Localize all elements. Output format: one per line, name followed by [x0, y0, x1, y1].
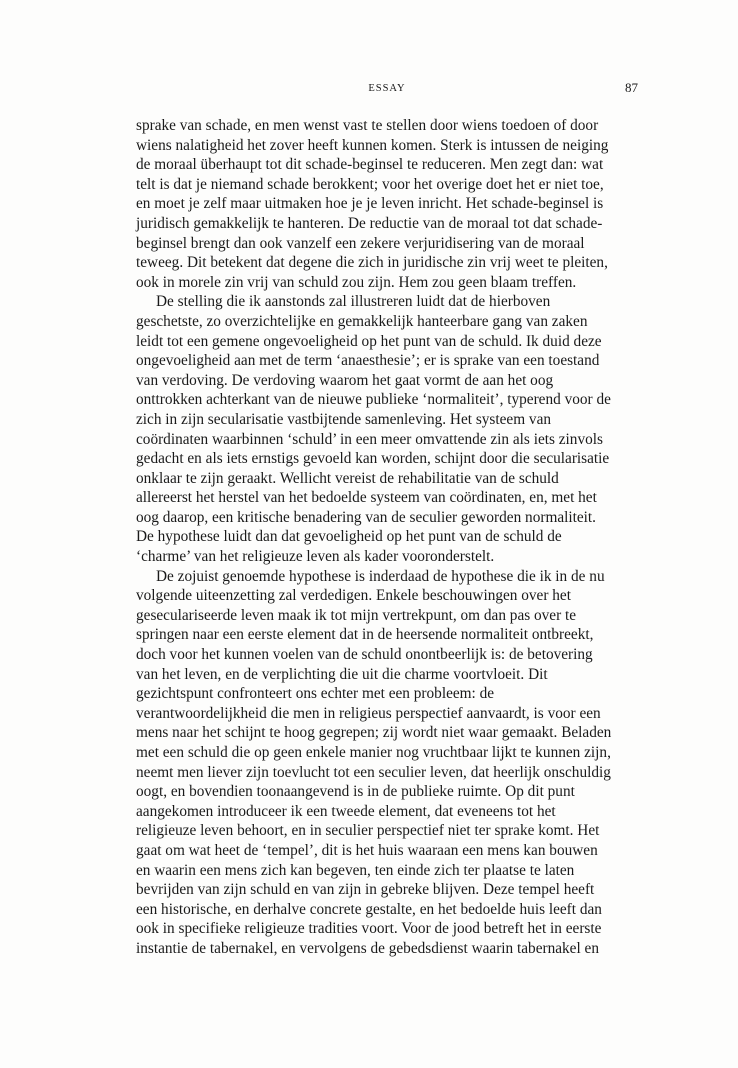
text-line: ook in specifieke religieuze tradities voort. Voor de jood betreft het in eerste	[136, 920, 602, 938]
text-line: gedacht en als iets ernstigs gevoeld kan worden, schijnt door die secularisatie	[136, 450, 610, 468]
text-line: en waarin een mens zich kan begeven, ten einde zich ter plaatse te laten	[136, 861, 575, 879]
text-line: springen naar een eerste element dat in de heersende normaliteit ontbreekt,	[136, 626, 594, 644]
text-line: ‘charme’ van het religieuze leven als kader vooronderstelt.	[136, 548, 495, 566]
text-line: coördinaten waarbinnen ‘schuld’ in een meer omvattende zin als iets zinvols	[136, 430, 603, 448]
text-line: teweeg. Dit betekent dat degene die zich in juridische zin vrij weet te pleiten,	[136, 254, 608, 272]
paragraph-first-line: De zojuist genoemde hypothese is inderdaad de hypothese die ik in de nu	[156, 567, 605, 585]
text-line: religieuze leven behoort, en in seculier perspectief niet ter sprake komt. Het	[136, 822, 600, 840]
text-line: oog daarop, een kritische benadering van de seculier geworden normaliteit.	[136, 508, 597, 526]
text-line: van verdoving. De verdoving waarom het gaat vormt de aan het oog	[136, 371, 554, 389]
text-line: bevrijden van zijn schuld en van zijn in gebreke blijven. Deze tempel heeft	[136, 881, 595, 899]
text-line: gezichtspunt confronteert ons echter met een probleem: de	[136, 685, 495, 703]
text-line: ongevoeligheid aan met de term ‘anaesthesie’; er is sprake van een toestand	[136, 352, 600, 370]
text-line: verantwoordelijkheid die men in religieus perspectief aanvaardt, is voor een	[136, 704, 601, 722]
text-line: leidt tot een gemene ongevoeligheid op het punt van de schuld. Ik duid deze	[136, 332, 602, 350]
text-line: telt is dat je niemand schade berokkent; voor het overige doet het er niet toe,	[136, 175, 604, 193]
text-line: juridisch gemakkelijk te hanteren. De reductie van de moraal tot dat schade-	[136, 214, 603, 232]
text-line: beginsel brengt dan ook vanzelf een zekere verjuridisering van de moraal	[136, 234, 585, 252]
text-line: van het leven, en de verplichting die uit die charme voortvloeit. Dit	[136, 665, 548, 683]
body-text	[136, 116, 638, 959]
text-line: wiens nalatigheid het zover heeft kunnen komen. Sterk is intussen de neiging	[136, 136, 609, 154]
text-line: allereerst het herstel van het bedoelde systeem van coördinaten, en, met het	[136, 489, 597, 507]
text-line: zich in zijn secularisatie vastbijtende samenleving. Het systeem van	[136, 410, 552, 428]
text-line: volgende uiteenzetting zal verdedigen. Enkele beschouwingen over het	[136, 587, 571, 605]
text-line: mens naar het schijnt te hoog gegrepen; zij wordt niet waar gemaakt. Beladen	[136, 724, 612, 742]
text-line: oogt, en bovendien toonaangevend is in de publieke ruimte. Op dit punt	[136, 783, 575, 801]
text-line: aangekomen introduceer ik een tweede element, dat eveneens tot het	[136, 802, 556, 820]
text-line: gaat om wat heet de ‘tempel’, dit is het huis waaraan een mens kan bouwen	[136, 841, 598, 859]
text-line: doch voor het kunnen voelen van de schuld onontbeerlijk is: de betovering	[136, 646, 593, 664]
text-line: en moet je zelf maar uitmaken hoe je je leven inricht. Het schade-beginsel is	[136, 195, 604, 213]
text-line: De hypothese luidt dan dat gevoeligheid op het punt van de schuld de	[136, 528, 562, 546]
paragraph-first-line: De stelling die ik aanstonds zal illustreren luidt dat de hierboven	[156, 293, 551, 311]
text-line: onttrokken achterkant van de nieuwe publieke ‘normaliteit’, typerend voor de	[136, 391, 611, 409]
running-title: ESSAY	[368, 83, 406, 94]
text-line: geschetste, zo overzichtelijke en gemakkelijk hanteerbare gang van zaken	[136, 312, 588, 330]
text-line: geseculariseerde leven maak ik tot mijn vertrekpunt, om dan pas over te	[136, 606, 577, 624]
text-line: met een schuld die op geen enkele manier nog vruchtbaar lijkt te kunnen zijn,	[136, 744, 611, 761]
text-line: onklaar te zijn geraakt. Wellicht vereist de rehabilitatie van de schuld	[136, 469, 559, 487]
text-line: ook in morele zin vrij van schuld zou zijn. Hem zou geen blaam treffen.	[136, 273, 577, 291]
text-line: instantie de tabernakel, en vervolgens de gebedsdienst waarin tabernakel en	[136, 939, 599, 957]
text-line: de moraal überhaupt tot dit schade-beginsel te reduceren. Men zegt dan: wat	[136, 156, 604, 174]
text-line: een historische, en derhalve concrete gestalte, en het bedoelde huis leeft dan	[136, 900, 602, 918]
text-line: sprake van schade, en men wenst vast te stellen door wiens toedoen of door	[136, 117, 599, 134]
page-number: 87	[625, 80, 638, 95]
running-head	[136, 80, 638, 100]
text-line: neemt men liever zijn toevlucht tot een seculier leven, dat heerlijk onschuldig	[136, 763, 611, 781]
